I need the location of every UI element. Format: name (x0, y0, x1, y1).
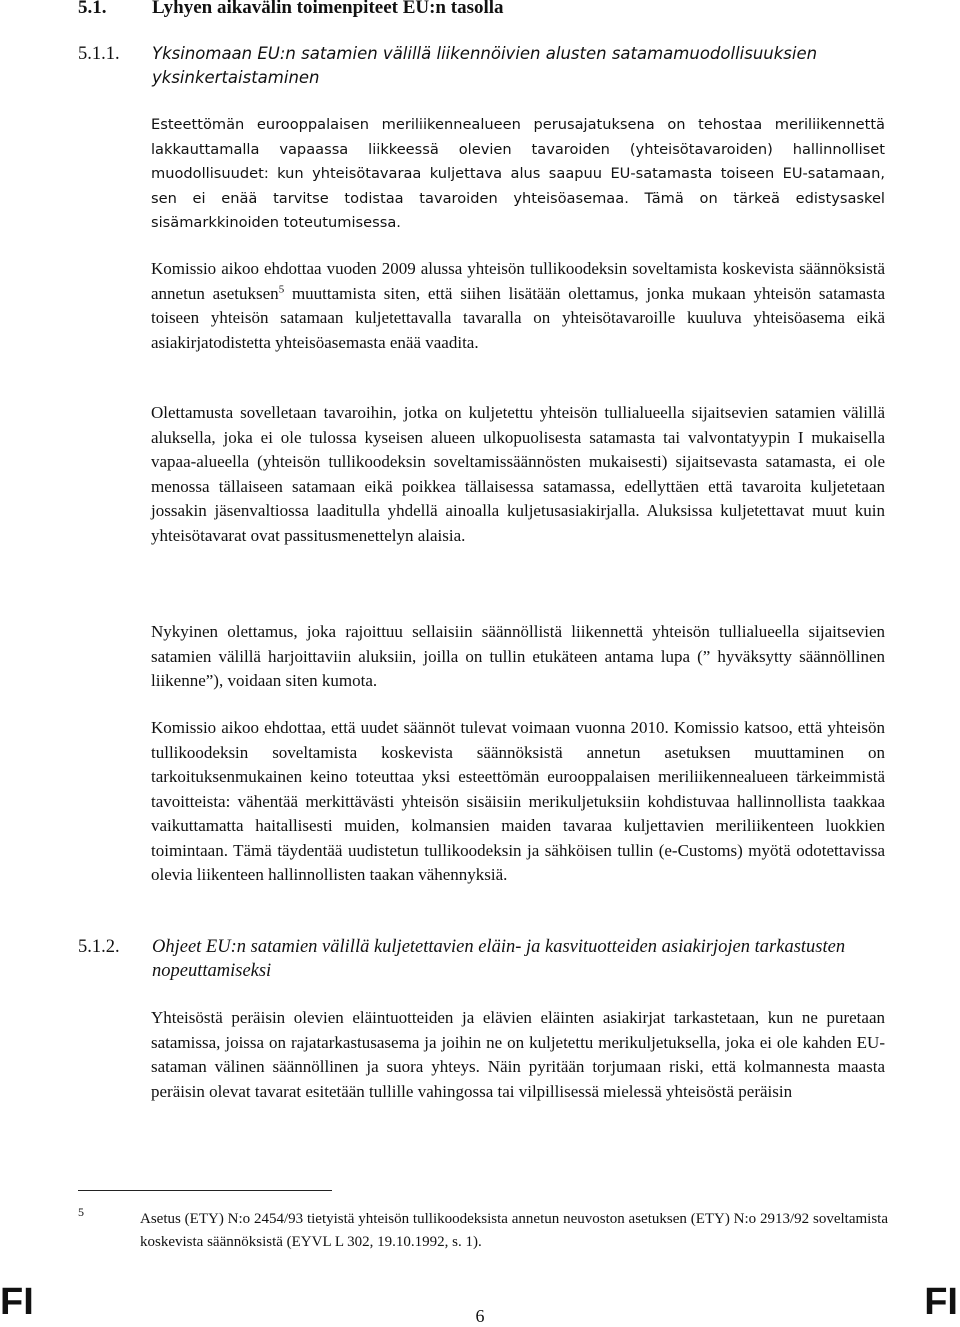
paragraph-2-text-a: Komissio aikoo ehdottaa vuoden 2009 alussa yhteisön tullikoodeksin soveltamista koskevista säännöksistä annetun asetuksen (151, 259, 885, 303)
footer-language-left: FI (0, 1281, 34, 1323)
footnote-divider (78, 1190, 332, 1191)
paragraph-4: Nykyinen olettamus, joka rajoittuu sellaisiin säännöllistä liikennettä yhteisön tullialueella sijaitsevien satamien välillä harjoittaviin aluksiin, joilla on tullin etukäteen antama lupa (” hyväksytty säännöllinen liikenne”), voidaan siten kumota. (151, 622, 885, 690)
subsection-title-1: Yksinomaan EU:n satamien välillä liikennöivien alusten satamamuodollisuuksien yksinkertaistaminen (152, 44, 818, 87)
footnote-number: 5 (78, 1205, 84, 1219)
paragraph-5: Komissio aikoo ehdottaa, että uudet säännöt tulevat voimaan vuonna 2010. Komissio katsoo, että yhteisön tullikoodeksin soveltamista koskevista säännöksistä annetun asetuksen muuttaminen on tarkoituksenmukainen keino toteuttaa yksi esteettömän eurooppalaisen meriliikennealueen tärkeimmistä tavoitteista: vähentää merkittävästi yhteisön sisäisiin merikuljetuksiin kohdistuvaa hallinnollista taakkaa vaikuttamatta haitallisesti muiden, kolmansien maiden tavaraa kuljettavien meriliikenteen luokkien toimintaan. Tämä täydentää uudistetun tullikoodeksin ja sähköisen tullin (e-Customs) myötä odotettavissa olevia liikenteen hallinnollisten taakan vähennyksiä. (151, 718, 885, 884)
subsection-title-2: Ohjeet EU:n satamien välillä kuljetettavien eläin- ja kasvituotteiden asiakirjojen tarkastusten nopeuttamiseksi (152, 937, 846, 981)
subsection-heading-2 (78, 935, 892, 983)
footnote (78, 1205, 888, 1254)
paragraph-6: Yhteisöstä peräisin olevien eläintuotteiden ja elävien eläinten asiakirjat tarkastetaan, kun ne puretaan satamissa, joissa on rajatarkastusasema ja joihin ne on kuljetettu merikuljetuksella, joka ei ole kahden EU-sataman välinen säännöllinen ja suora yhteys. Näin pyritään torjumaan riski, että kolmannesta maasta peräisin olevat tavarat esitetään tullille vahingossa tai vilpillisessä mielessä yhteisöstä peräisin (151, 1008, 885, 1101)
subsection-number-1: 5.1.1. (78, 44, 120, 64)
paragraph-2 (151, 257, 885, 355)
paragraph-3: Olettamusta sovelletaan tavaroihin, jotka on kuljetettu yhteisön tullialueella sijaitsevien satamien välillä aluksella, joka ei ole tulossa kyseisen alueen ulkopuolisesta satamasta tai valvontatyypin I mukaisella vapaa-alueella (yhteisön tullikoodeksin soveltamissäännösten mukaisesti) sijaitsevasta satamasta, ei ole menossa tällaiseen satamaan eikä poikkea tällaisessa satamassa, edellyttäen että tavaroita kuljetetaan jossakin jäsenvaltiossa laaditulla yhdellä ainoalla kuljetusasiakirjalla. Aluksissa kuljetettavat muut kuin yhteisötavarat ovat passitusmenettelyn alaisia. (151, 403, 885, 545)
section-title: Lyhyen aikavälin toimenpiteet EU:n tasolla (152, 0, 504, 18)
paragraph-2-text-b: muuttamista siten, että siihen lisätään olettamus, jonka mukaan yhteisön satamasta toiseen yhteisön satamaan kuljetettavalla tavaralla on yhteisötavaroille kuuluva yhteisöasema eikä asiakirjatodistetta yhteisöasemasta enää vaadita. (151, 283, 886, 352)
page-number: 6 (475, 1306, 485, 1326)
subsection-number-2: 5.1.2. (78, 937, 120, 957)
section-number: 5.1. (78, 0, 107, 18)
subsection-heading-1 (78, 42, 892, 90)
section-heading (78, 0, 504, 20)
paragraph-1: Esteettömän eurooppalaisen meriliikennealueen perusajatuksena on tehostaa meriliikennettä lakkauttamalla vapaassa liikkeessä olevien tavaroiden (yhteisötavaroiden) hallinnolliset muodollisuudet: kun yhteisötavaraa kuljettava alus saapuu EU-satamasta toiseen EU-satamaan, sen ei enää tarvitse todistaa tavaroiden yhteisöasemaa. Tämä on tärkeä edistysaskel sisämarkkinoiden toteutumisessa. (151, 116, 885, 231)
footnote-text: Asetus (ETY) N:o 2454/93 tietyistä yhteisön tullikoodeksista annetun neuvoston asetuksen (ETY) N:o 2913/92 soveltamista koskevista säännöksistä (EYVL L 302, 19.10.1992, s. 1). (140, 1211, 888, 1250)
footnote-ref[interactable]: 5 (278, 282, 285, 295)
footer-language-right: FI (924, 1281, 958, 1323)
